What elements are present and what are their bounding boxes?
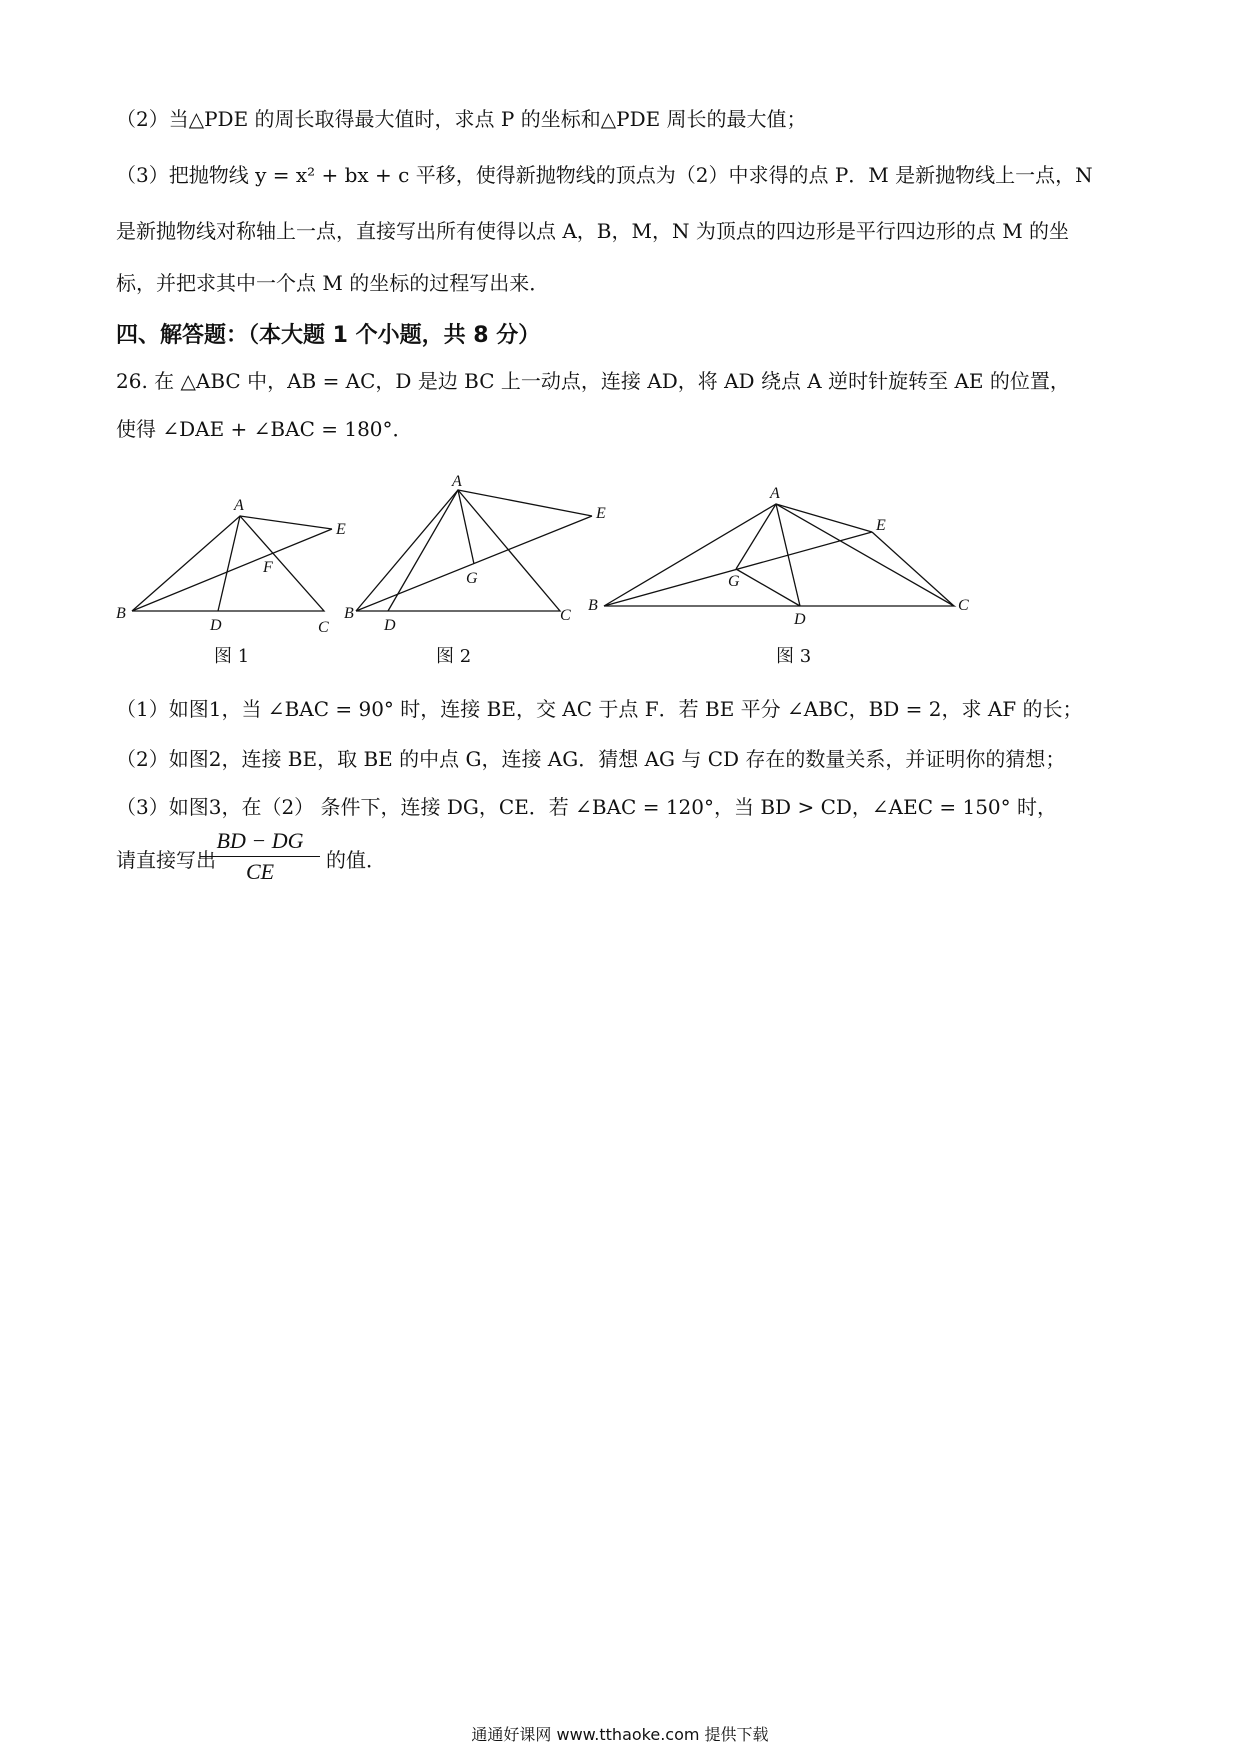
- fig3-segment-be: [604, 532, 872, 606]
- fig1-label-e: E: [336, 521, 346, 538]
- fig3-segment-ag: [736, 504, 776, 569]
- question-26-part-3-suffix: 的值．: [326, 848, 386, 872]
- question-26-part-3: （3）如图3，在（2） 条件下，连接 DG，CE．若 ∠BAC = 120°，当 BD > CD，∠AEC = 150° 时，: [116, 795, 1058, 819]
- question-26-part-2: （2）如图2，连接 BE，取 BE 的中点 G，连接 AG．猜想 AG 与 CD 存在的数量关系，并证明你的猜想；: [116, 747, 1066, 771]
- fig3-label-b: B: [588, 597, 598, 614]
- question-25-part-3-line-2: 是新抛物线对称轴上一点，直接写出所有使得以点 A，B，M，N 为顶点的四边形是平行四边形的点 M 的坐: [116, 219, 1070, 243]
- fig1-segment-ae: [240, 516, 332, 529]
- figure-3-caption: 图 3: [776, 646, 812, 667]
- question-25-part-2: （2）当△PDE 的周长取得最大值时，求点 P 的坐标和△PDE 周长的最大值；: [116, 107, 807, 131]
- question-25-part-3-line-1: （3）把抛物线 y = x² + bx + c 平移，使得新抛物线的顶点为（2）中求得的点 P．M 是新抛物线上一点，N: [116, 163, 1093, 187]
- geometry-figures: [0, 468, 1000, 648]
- fig3-segment-ae: [776, 504, 872, 532]
- fig1-label-f: F: [263, 559, 273, 576]
- fig2-label-b: B: [344, 605, 354, 622]
- fig1-label-a: A: [234, 497, 244, 514]
- fig2-segment-ag: [458, 490, 474, 564]
- fig3-label-a: A: [770, 485, 780, 502]
- question-26-part-3-prompt: 请直接写出: [116, 848, 216, 872]
- fig1-label-d: D: [210, 617, 222, 634]
- question-25-part-3-line-3: 标，并把求其中一个点 M 的坐标的过程写出来．: [116, 271, 550, 295]
- fig2-label-d: D: [384, 617, 396, 634]
- fig2-segment-ad: [388, 490, 458, 611]
- figure-2-diagram: [356, 490, 592, 611]
- fig1-label-c: C: [318, 619, 329, 636]
- fig3-label-d: D: [794, 611, 806, 628]
- fig2-label-a: A: [452, 473, 462, 490]
- figures-row: [0, 468, 1000, 652]
- fig1-segment-be: [132, 529, 332, 611]
- question-26-part-1: （1）如图1，当 ∠BAC = 90° 时，连接 BE，交 AC 于点 F．若 BE 平分 ∠ABC，BD = 2，求 AF 的长；: [116, 697, 1083, 721]
- page-footer: 通通好课网 www.tthaoke.com 提供下载: [471, 1725, 769, 1744]
- fig3-segment-dg: [736, 569, 800, 606]
- fig1-segment-ad: [218, 516, 240, 611]
- fraction-denominator: CE: [245, 859, 275, 884]
- figure-3-diagram: [604, 504, 954, 606]
- fig2-label-c: C: [560, 607, 571, 624]
- fig3-segment-ce: [872, 532, 954, 606]
- question-26-stem-line-1: 26. 在 △ABC 中，AB = AC，D 是边 BC 上一动点，连接 AD，将 AD 绕点 A 逆时针旋转至 AE 的位置，: [116, 369, 1070, 393]
- fig1-label-b: B: [116, 605, 126, 622]
- fig3-label-e: E: [876, 517, 886, 534]
- fig2-label-g: G: [466, 570, 478, 587]
- fig2-segment-ae: [458, 490, 592, 516]
- figure-1-caption: 图 1: [214, 646, 250, 667]
- fig2-triangle-abc: [356, 490, 560, 611]
- fig2-label-e: E: [596, 505, 606, 522]
- fraction-numerator: BD − DG: [200, 828, 320, 857]
- section-heading: 四、解答题：（本大题 1 个小题，共 8 分）: [116, 323, 541, 348]
- question-26-stem-line-2: 使得 ∠DAE + ∠BAC = 180°．: [116, 417, 413, 441]
- figure-1-diagram: [132, 516, 332, 611]
- fig1-triangle-abc: [132, 516, 324, 611]
- figure-2-caption: 图 2: [436, 646, 472, 667]
- fig3-label-c: C: [958, 597, 969, 614]
- fig3-label-g: G: [728, 573, 740, 590]
- fraction-expression: [200, 828, 320, 885]
